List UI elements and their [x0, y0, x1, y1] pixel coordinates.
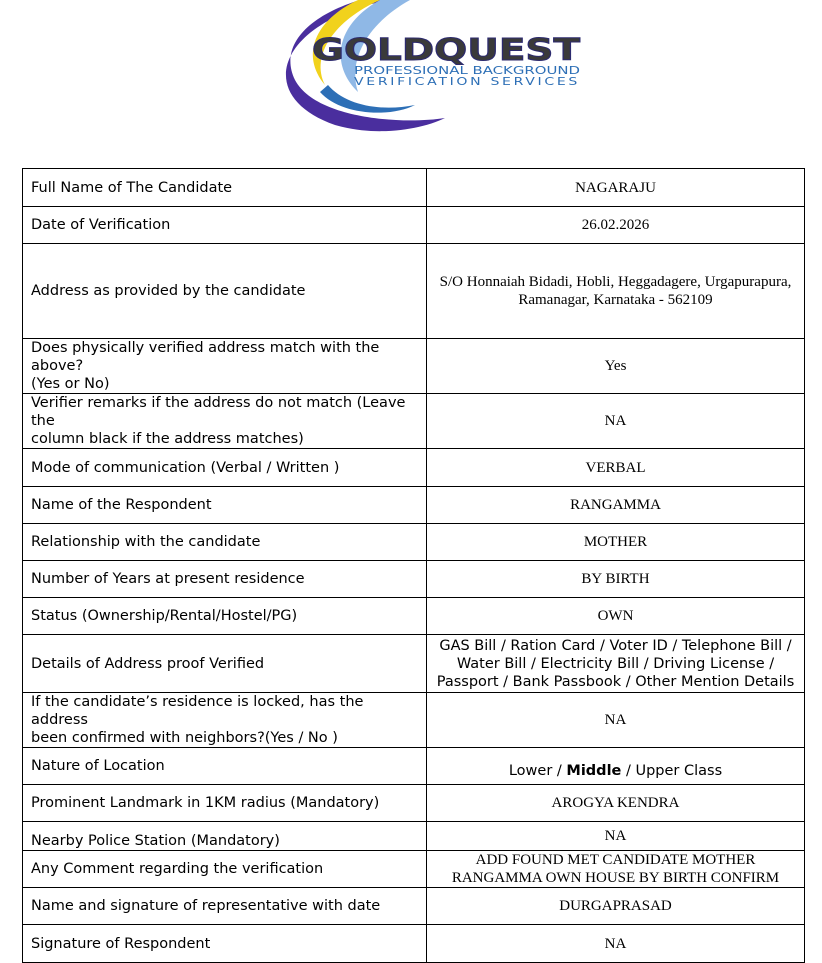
address-proof-line-2: Water Bill / Electricity Bill / Driving License / [456, 655, 775, 672]
row-value-landmark: AROGYA KENDRA [427, 785, 805, 822]
row-label-relationship: Relationship with the candidate [23, 524, 427, 561]
row-value-respondent-signature: NA [427, 925, 805, 963]
table-row [23, 822, 805, 851]
row-value-relationship: MOTHER [427, 524, 805, 561]
table-row [23, 487, 805, 524]
row-label-address-match [23, 339, 427, 394]
row-label-locked-residence [23, 693, 427, 748]
table-row [23, 748, 805, 785]
row-label-years-at-residence: Number of Years at present residence [23, 561, 427, 598]
row-value-representative: DURGAPRASAD [427, 888, 805, 925]
row-value-address-proof [427, 635, 805, 693]
row-value-address-match: Yes [427, 339, 805, 394]
row-value-mode-of-communication: VERBAL [427, 449, 805, 487]
row-value-verifier-remarks: NA [427, 394, 805, 449]
row-label-comment: Any Comment regarding the verification [23, 851, 427, 888]
row-label-verification-date: Date of Verification [23, 207, 427, 244]
address-line-1: S/O Honnaiah Bidadi, Hobli, Heggadagere, Urgapurapura, [439, 274, 792, 290]
logo-brand-text: GOLDQUEST [312, 33, 581, 68]
row-label-mode-of-communication: Mode of communication (Verbal / Written ) [23, 449, 427, 487]
verification-table [22, 168, 805, 963]
table-row [23, 449, 805, 487]
location-option-middle-selected: Middle [566, 763, 622, 779]
logo-graphic [240, 0, 590, 132]
location-option-lower: Lower / [508, 763, 567, 779]
row-value-locked-residence: NA [427, 693, 805, 748]
verifier-remarks-label-line-2: column black if the address matches) [31, 431, 304, 447]
logo-tagline-1: PROFESSIONAL BACKGROUND [354, 65, 580, 77]
locked-residence-label-line-1: If the candidate’s residence is locked, has the address [31, 694, 364, 728]
table-row [23, 394, 805, 449]
row-label-respondent-name: Name of the Respondent [23, 487, 427, 524]
goldquest-logo [240, 0, 590, 132]
address-match-label-line-1: Does physically verified address match with the above? [31, 340, 380, 374]
row-label-police-station: Nearby Police Station (Mandatory) [23, 822, 427, 851]
row-label-verifier-remarks [23, 394, 427, 449]
table-row [23, 693, 805, 748]
address-proof-line-1: GAS Bill / Ration Card / Voter ID / Telephone Bill / [439, 637, 792, 654]
row-value-ownership-status: OWN [427, 598, 805, 635]
table-row [23, 169, 805, 207]
locked-residence-label-line-2: been confirmed with neighbors?(Yes / No ) [31, 730, 338, 746]
table-row [23, 207, 805, 244]
logo-tagline-2: VERIFICATION SERVICES [354, 76, 580, 88]
row-label-address-proof: Details of Address proof Verified [23, 635, 427, 693]
row-label-candidate-name: Full Name of The Candidate [23, 169, 427, 207]
table-row [23, 888, 805, 925]
row-label-ownership-status: Status (Ownership/Rental/Hostel/PG) [23, 598, 427, 635]
table-row [23, 925, 805, 963]
table-row [23, 635, 805, 693]
row-label-representative: Name and signature of representative with date [23, 888, 427, 925]
verifier-remarks-label-line-1: Verifier remarks if the address do not match (Leave the [31, 395, 406, 429]
row-label-landmark: Prominent Landmark in 1KM radius (Mandatory) [23, 785, 427, 822]
row-value-nature-of-location [427, 748, 805, 785]
row-value-years-at-residence: BY BIRTH [427, 561, 805, 598]
table-row [23, 785, 805, 822]
table-row [23, 244, 805, 339]
row-value-respondent-name: RANGAMMA [427, 487, 805, 524]
address-match-label-line-2: (Yes or No) [31, 376, 110, 392]
logo-swoosh-inner [320, 85, 415, 113]
address-line-2: Ramanagar, Karnataka - 562109 [518, 292, 713, 308]
row-value-candidate-name: NAGARAJU [427, 169, 805, 207]
location-option-upper: / Upper Class [621, 763, 723, 779]
row-value-address [427, 244, 805, 339]
table-row [23, 561, 805, 598]
comment-line-1: ADD FOUND MET CANDIDATE MOTHER [475, 852, 756, 868]
address-proof-line-3: Passport / Bank Passbook / Other Mention Details [436, 673, 795, 690]
table-row [23, 851, 805, 888]
table-row [23, 524, 805, 561]
row-label-respondent-signature: Signature of Respondent [23, 925, 427, 963]
row-value-verification-date: 26.02.2026 [427, 207, 805, 244]
table-row [23, 339, 805, 394]
row-label-nature-of-location: Nature of Location [23, 748, 427, 785]
row-value-comment [427, 851, 805, 888]
row-value-police-station: NA [427, 822, 805, 851]
row-label-address: Address as provided by the candidate [23, 244, 427, 339]
table-row [23, 598, 805, 635]
comment-line-2: RANGAMMA OWN HOUSE BY BIRTH CONFIRM [451, 870, 780, 886]
